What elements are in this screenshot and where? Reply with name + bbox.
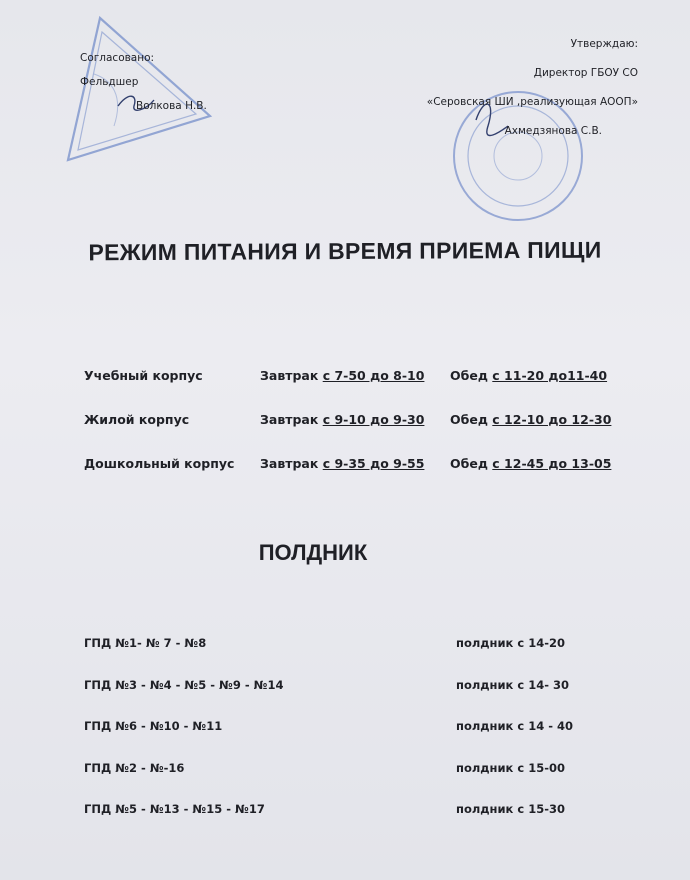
snack-title: ПОЛДНИК bbox=[258, 540, 368, 565]
breakfast-cell bbox=[260, 456, 424, 471]
lunch-label: Обед bbox=[450, 412, 488, 427]
building-name: Учебный корпус bbox=[84, 368, 203, 383]
agreement-name: Волкова Н.В. bbox=[136, 100, 207, 112]
snack-time: полдник с 14-20 bbox=[456, 636, 565, 650]
lunch-label: Обед bbox=[450, 368, 488, 383]
agreement-block bbox=[80, 46, 207, 118]
meal-schedule bbox=[84, 368, 644, 500]
snack-groups: ГПД №3 - №4 - №5 - №9 - №14 bbox=[84, 677, 284, 692]
lunch-cell bbox=[450, 368, 607, 383]
breakfast-label: Завтрак bbox=[260, 368, 319, 383]
lunch-time: с 11-20 до11-40 bbox=[492, 368, 608, 383]
approval-position: Директор ГБОУ СО bbox=[533, 67, 638, 79]
agreement-position: Фельдшер bbox=[80, 76, 139, 88]
approval-block bbox=[427, 30, 638, 146]
breakfast-cell bbox=[260, 368, 424, 383]
lunch-time: с 12-10 до 12-30 bbox=[492, 412, 612, 427]
breakfast-time: с 9-10 до 9-30 bbox=[322, 412, 425, 427]
breakfast-time: с 7-50 до 8-10 bbox=[322, 368, 425, 383]
lunch-cell bbox=[450, 456, 611, 471]
snack-row bbox=[84, 719, 624, 761]
approval-institution: «Серовская ШИ ,реализующая АООП» bbox=[426, 96, 638, 108]
snack-groups: ГПД №6 - №10 - №11 bbox=[84, 719, 223, 733]
lunch-time: с 12-45 до 13-05 bbox=[492, 456, 612, 471]
snack-row bbox=[84, 802, 624, 844]
building-name: Жилой корпус bbox=[84, 412, 190, 427]
snack-schedule bbox=[84, 636, 624, 844]
lunch-label: Обед bbox=[450, 456, 488, 471]
meal-row bbox=[84, 368, 644, 412]
snack-time: полдник с 14 - 40 bbox=[456, 719, 573, 733]
meal-row bbox=[84, 456, 644, 500]
approval-label: Утверждаю: bbox=[570, 38, 638, 50]
snack-time: полдник с 14- 30 bbox=[456, 677, 569, 692]
breakfast-label: Завтрак bbox=[260, 412, 319, 427]
snack-groups: ГПД №5 - №13 - №15 - №17 bbox=[84, 802, 265, 816]
breakfast-time: с 9-35 до 9-55 bbox=[322, 456, 425, 471]
page-title: РЕЖИМ ПИТАНИЯ И ВРЕМЯ ПРИЕМА ПИЩИ bbox=[88, 236, 602, 266]
snack-groups: ГПД №1- № 7 - №8 bbox=[84, 636, 207, 650]
snack-row bbox=[84, 761, 624, 803]
snack-row bbox=[84, 678, 624, 720]
snack-row bbox=[84, 636, 624, 678]
agreement-label: Согласовано: bbox=[80, 52, 155, 64]
breakfast-label: Завтрак bbox=[260, 456, 319, 471]
snack-groups: ГПД №2 - №-16 bbox=[84, 760, 185, 775]
breakfast-cell bbox=[260, 412, 424, 427]
building-name: Дошкольный корпус bbox=[84, 456, 235, 471]
lunch-cell bbox=[450, 412, 611, 427]
approval-name: Ахмедзянова С.В. bbox=[504, 125, 602, 137]
snack-time: полдник с 15-30 bbox=[456, 802, 565, 816]
snack-time: полдник с 15-00 bbox=[456, 760, 565, 775]
meal-row bbox=[84, 412, 644, 456]
